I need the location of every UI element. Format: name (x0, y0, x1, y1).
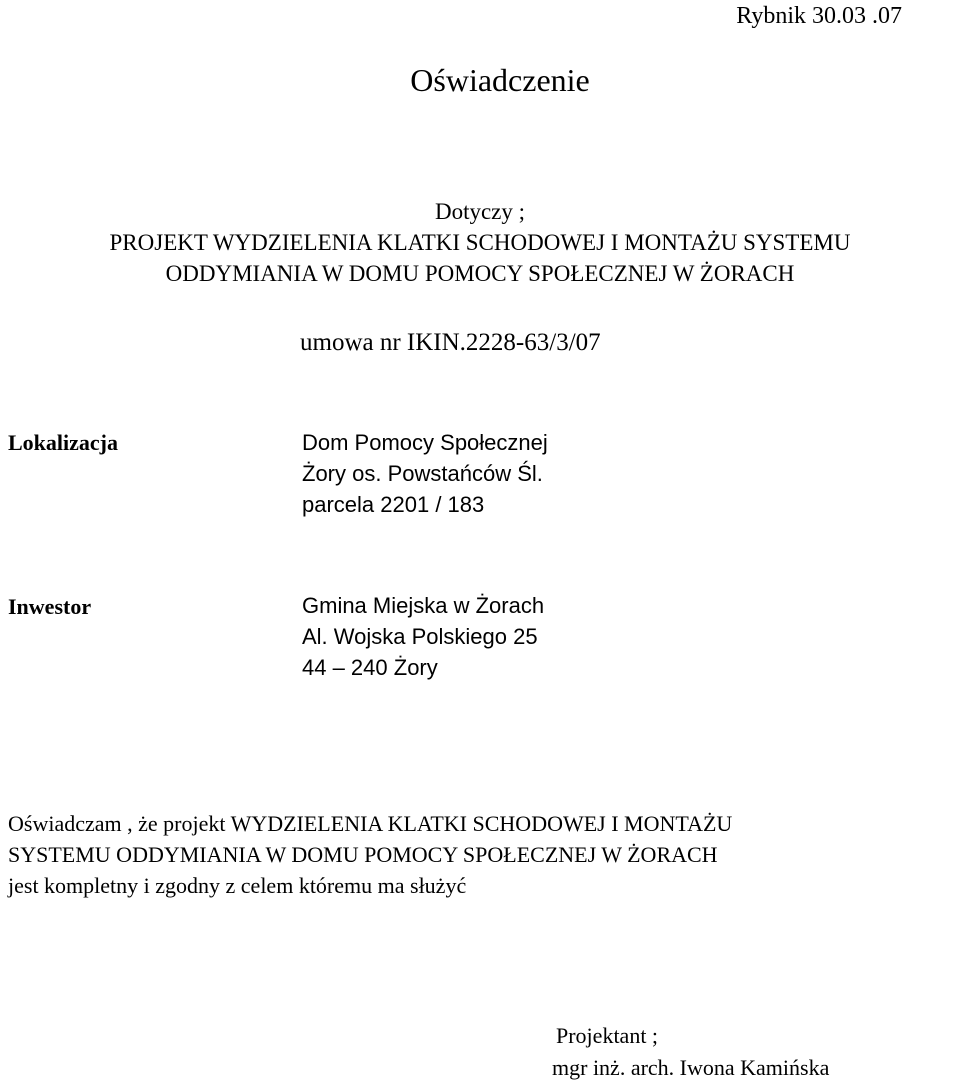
declaration-line: SYSTEMU ODDYMIANIA W DOMU POMOCY SPOŁECZNEJ W ŻORACH (8, 842, 718, 867)
signature-role: Projektant ; (556, 1023, 659, 1048)
document-date: Rybnik 30.03 .07 (736, 3, 902, 29)
signature-block (552, 1020, 829, 1084)
investor-line: 44 – 240 Żory (302, 655, 438, 680)
location-line: Dom Pomocy Społecznej (302, 430, 548, 455)
location-label: Lokalizacja (8, 430, 118, 455)
signature-name: mgr inż. arch. Iwona Kamińska (552, 1055, 830, 1080)
document-title: Oświadczenie (410, 62, 590, 98)
location-line: Żory os. Powstańców Śl. (302, 461, 543, 486)
subject-intro: Dotyczy ; (434, 199, 526, 224)
declaration-line: jest kompletny i zgodny z celem któremu ma służyć (8, 873, 467, 898)
location-block (302, 427, 548, 520)
subject-line-2: ODDYMIANIA W DOMU POMOCY SPOŁECZNEJ W ŻORACH (165, 261, 795, 286)
declaration-block (8, 808, 732, 901)
contract-number: umowa nr IKIN.2228-63/3/07 (300, 329, 601, 356)
investor-line: Al. Wojska Polskiego 25 (302, 624, 538, 649)
location-line: parcela 2201 / 183 (302, 492, 485, 517)
declaration-line: Oświadczam , że projekt WYDZIELENIA KLATKI SCHODOWEJ I MONTAŻU (8, 811, 733, 836)
investor-line: Gmina Miejska w Żorach (302, 593, 545, 618)
investor-label: Inwestor (8, 594, 92, 619)
subject-block (0, 196, 960, 289)
subject-line-1: PROJEKT WYDZIELENIA KLATKI SCHODOWEJ I MONTAŻU SYSTEMU (109, 230, 851, 255)
investor-block (302, 590, 544, 683)
